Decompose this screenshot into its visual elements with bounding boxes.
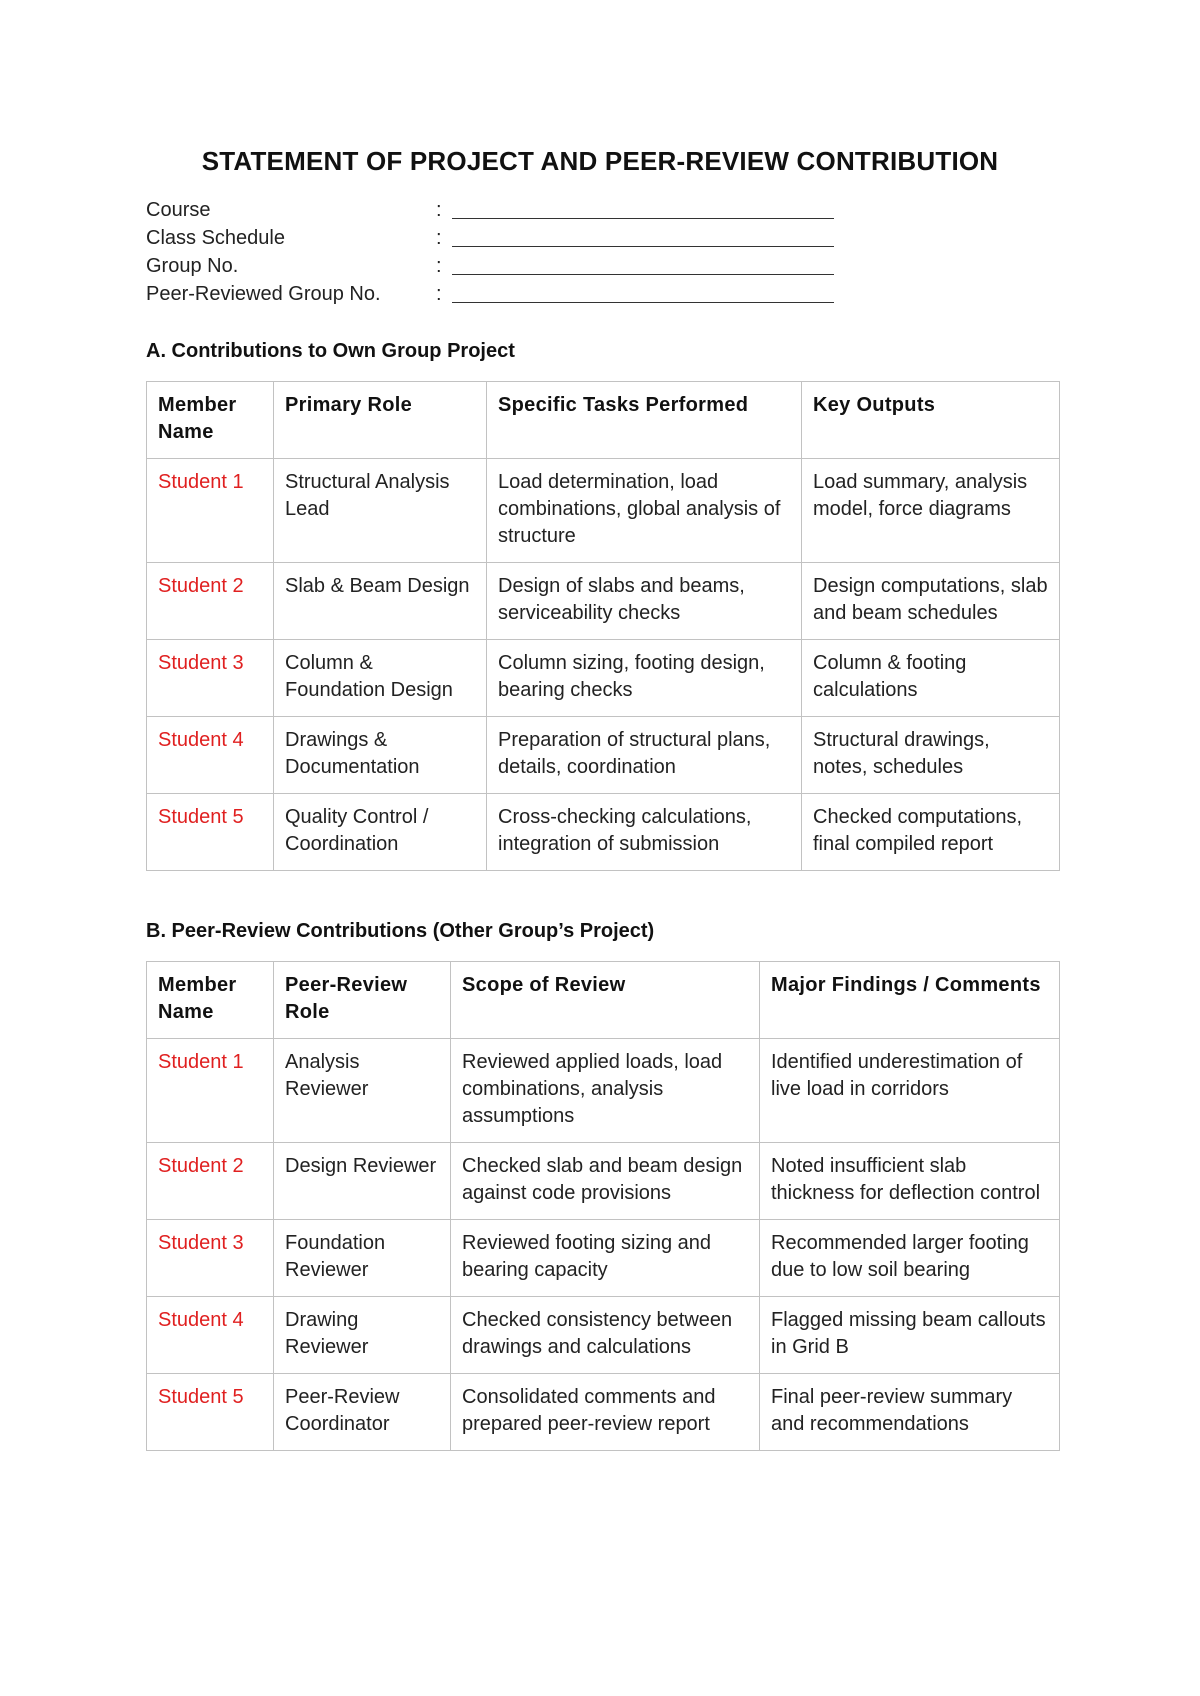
table-row — [147, 640, 1060, 717]
member-name: Student 4 — [147, 717, 274, 794]
table-row — [147, 1220, 1060, 1297]
field-group-no — [146, 252, 834, 280]
blank-line — [452, 202, 834, 219]
peer-review-table — [146, 961, 1060, 1451]
blank-line — [452, 258, 834, 275]
header-member-name: Member Name — [147, 962, 274, 1039]
major-findings: Flagged missing beam callouts in Grid B — [760, 1297, 1060, 1374]
field-peer-reviewed-group-no — [146, 280, 834, 308]
member-name: Student 4 — [147, 1297, 274, 1374]
specific-tasks: Preparation of structural plans, details, coordination — [487, 717, 802, 794]
peer-review-role: Foundation Reviewer — [274, 1220, 451, 1297]
scope-of-review: Reviewed applied loads, load combinations, analysis assumptions — [451, 1039, 760, 1143]
field-label: Class Schedule — [146, 226, 285, 249]
section-b-title: B. Peer-Review Contributions (Other Group’s Project) — [146, 920, 655, 942]
header-fields — [146, 196, 834, 308]
table-row — [147, 459, 1060, 563]
key-outputs: Load summary, analysis model, force diagrams — [802, 459, 1060, 563]
table-row — [147, 563, 1060, 640]
header-specific-tasks: Specific Tasks Performed — [487, 382, 802, 459]
peer-review-role: Design Reviewer — [274, 1143, 451, 1220]
key-outputs: Design computations, slab and beam schedules — [802, 563, 1060, 640]
field-course — [146, 196, 834, 224]
table-row — [147, 1374, 1060, 1451]
major-findings: Identified underestimation of live load in corridors — [760, 1039, 1060, 1143]
field-class-schedule — [146, 224, 834, 252]
key-outputs: Structural drawings, notes, schedules — [802, 717, 1060, 794]
field-label: Peer-Reviewed Group No. — [146, 282, 381, 305]
field-colon: : — [436, 198, 442, 221]
blank-line — [452, 230, 834, 247]
header-key-outputs: Key Outputs — [802, 382, 1060, 459]
field-label: Group No. — [146, 254, 239, 277]
member-name: Student 1 — [147, 459, 274, 563]
member-name: Student 3 — [147, 1220, 274, 1297]
header-major-findings: Major Findings / Comments — [760, 962, 1060, 1039]
table-row — [147, 1297, 1060, 1374]
peer-review-role: Drawing Reviewer — [274, 1297, 451, 1374]
field-colon: : — [436, 282, 442, 305]
header-member-name: Member Name — [147, 382, 274, 459]
peer-review-role: Peer-Review Coordinator — [274, 1374, 451, 1451]
specific-tasks: Design of slabs and beams, serviceability checks — [487, 563, 802, 640]
specific-tasks: Load determination, load combinations, global analysis of structure — [487, 459, 802, 563]
specific-tasks: Column sizing, footing design, bearing checks — [487, 640, 802, 717]
member-name: Student 2 — [147, 563, 274, 640]
peer-review-role: Analysis Reviewer — [274, 1039, 451, 1143]
primary-role: Structural Analysis Lead — [274, 459, 487, 563]
primary-role: Drawings & Documentation — [274, 717, 487, 794]
member-name: Student 5 — [147, 1374, 274, 1451]
own-project-table — [146, 381, 1060, 871]
primary-role: Slab & Beam Design — [274, 563, 487, 640]
table-row — [147, 1039, 1060, 1143]
specific-tasks: Cross-checking calculations, integration of submission — [487, 794, 802, 871]
field-colon: : — [436, 254, 442, 277]
table-header-row — [147, 382, 1060, 459]
table-row — [147, 1143, 1060, 1220]
primary-role: Quality Control / Coordination — [274, 794, 487, 871]
table-row — [147, 794, 1060, 871]
scope-of-review: Checked consistency between drawings and calculations — [451, 1297, 760, 1374]
section-a-title: A. Contributions to Own Group Project — [146, 340, 515, 362]
key-outputs: Checked computations, final compiled report — [802, 794, 1060, 871]
scope-of-review: Checked slab and beam design against code provisions — [451, 1143, 760, 1220]
header-peer-review-role: Peer-Review Role — [274, 962, 451, 1039]
header-scope-of-review: Scope of Review — [451, 962, 760, 1039]
scope-of-review: Reviewed footing sizing and bearing capacity — [451, 1220, 760, 1297]
primary-role: Column & Foundation Design — [274, 640, 487, 717]
major-findings: Final peer-review summary and recommendations — [760, 1374, 1060, 1451]
table-row — [147, 717, 1060, 794]
member-name: Student 3 — [147, 640, 274, 717]
scope-of-review: Consolidated comments and prepared peer-review report — [451, 1374, 760, 1451]
major-findings: Recommended larger footing due to low soil bearing — [760, 1220, 1060, 1297]
member-name: Student 5 — [147, 794, 274, 871]
header-primary-role: Primary Role — [274, 382, 487, 459]
member-name: Student 2 — [147, 1143, 274, 1220]
document-title: STATEMENT OF PROJECT AND PEER-REVIEW CONTRIBUTION — [201, 146, 999, 176]
field-label: Course — [146, 198, 211, 221]
member-name: Student 1 — [147, 1039, 274, 1143]
major-findings: Noted insufficient slab thickness for deflection control — [760, 1143, 1060, 1220]
key-outputs: Column & footing calculations — [802, 640, 1060, 717]
blank-line — [452, 286, 834, 303]
table-header-row — [147, 962, 1060, 1039]
field-colon: : — [436, 226, 442, 249]
